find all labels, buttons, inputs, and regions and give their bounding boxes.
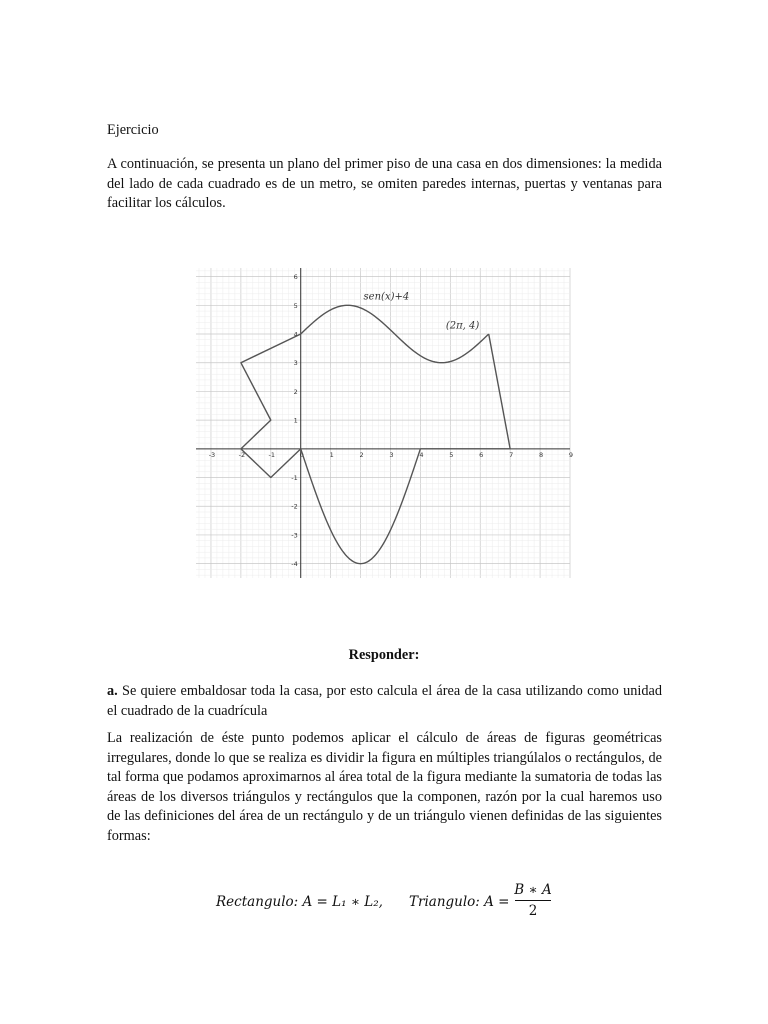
y-tick-label: 2: [293, 387, 298, 396]
question-a-marker: a.: [107, 683, 118, 699]
fraction-denominator: 2: [528, 903, 538, 919]
x-tick-label: 7: [509, 450, 514, 459]
chart-annotation-sine: sen(x)+4: [363, 291, 410, 303]
answer-heading: Responder:: [348, 647, 420, 663]
triangle-formula: Triangulo: A =: [409, 894, 510, 910]
x-tick-label: 2: [359, 450, 364, 459]
explanation-paragraph: La realización de éste punto podemos aplicar el cálculo de áreas de figuras geométricas irregulares, donde lo que se realiza es dividir la figura en múltiples triangúlalos o rectángulos, de tal forma que podamos aproximarnos al área total de la figura mediante la sumatoria de todas las áreas de los diversos triángulos y rectángulos que la componen, razón por la cual haremos uso de las definiciones del área de un rectángulo y de un triángulo vienen definidas de las siguientes formas:: [107, 730, 662, 844]
triangle-fraction: [514, 880, 552, 921]
y-tick-label: -1: [291, 474, 298, 483]
x-tick-label: -2: [238, 450, 246, 459]
y-tick-label: -4: [291, 560, 298, 569]
x-tick-label: -1: [268, 450, 276, 459]
question-a: [107, 682, 662, 721]
intro-paragraph: A continuación, se presenta un plano del primer piso de una casa en dos dimensiones: la medida del lado de cada cuadrado es de un metro, se omiten paredes internas, puertas y ventanas para facilitar los cálculos.: [107, 156, 662, 211]
chart-series: [238, 305, 510, 563]
y-tick-label: 4: [293, 330, 298, 339]
y-tick-label: 5: [293, 301, 298, 310]
exercise-title: Ejercicio: [107, 122, 159, 138]
x-tick-label: 3: [389, 450, 394, 459]
chart-annotation-point: (2π, 4): [445, 320, 480, 332]
x-tick-label: 1: [329, 450, 334, 459]
x-tick-label: 5: [449, 450, 454, 459]
chart-tick-labels: [209, 273, 573, 568]
x-tick-label: 6: [479, 450, 484, 459]
y-tick-label: -2: [291, 502, 298, 511]
x-tick-label: 8: [539, 450, 544, 459]
floor-plan-chart: [196, 268, 574, 578]
chart-grid: [196, 268, 570, 578]
x-tick-label: 4: [419, 450, 424, 459]
y-tick-label: 1: [293, 416, 298, 425]
fraction-numerator: B ∗ A: [514, 882, 552, 898]
y-tick-label: 6: [293, 273, 298, 282]
chart-axes: [196, 268, 570, 578]
rectangle-formula: Rectangulo: A = L₁ ∗ L₂,: [216, 894, 383, 910]
x-tick-label: -3: [208, 450, 216, 459]
question-a-text: Se quiere embaldosar toda la casa, por esto calcula el área de la casa utilizando como unidad el cuadrado de la cuadrícula: [107, 683, 662, 719]
y-tick-label: 3: [293, 359, 298, 368]
y-tick-label: -3: [291, 531, 298, 540]
x-tick-label: 0: [299, 450, 304, 459]
area-formulas: [0, 880, 768, 924]
x-tick-label: 9: [568, 450, 574, 459]
